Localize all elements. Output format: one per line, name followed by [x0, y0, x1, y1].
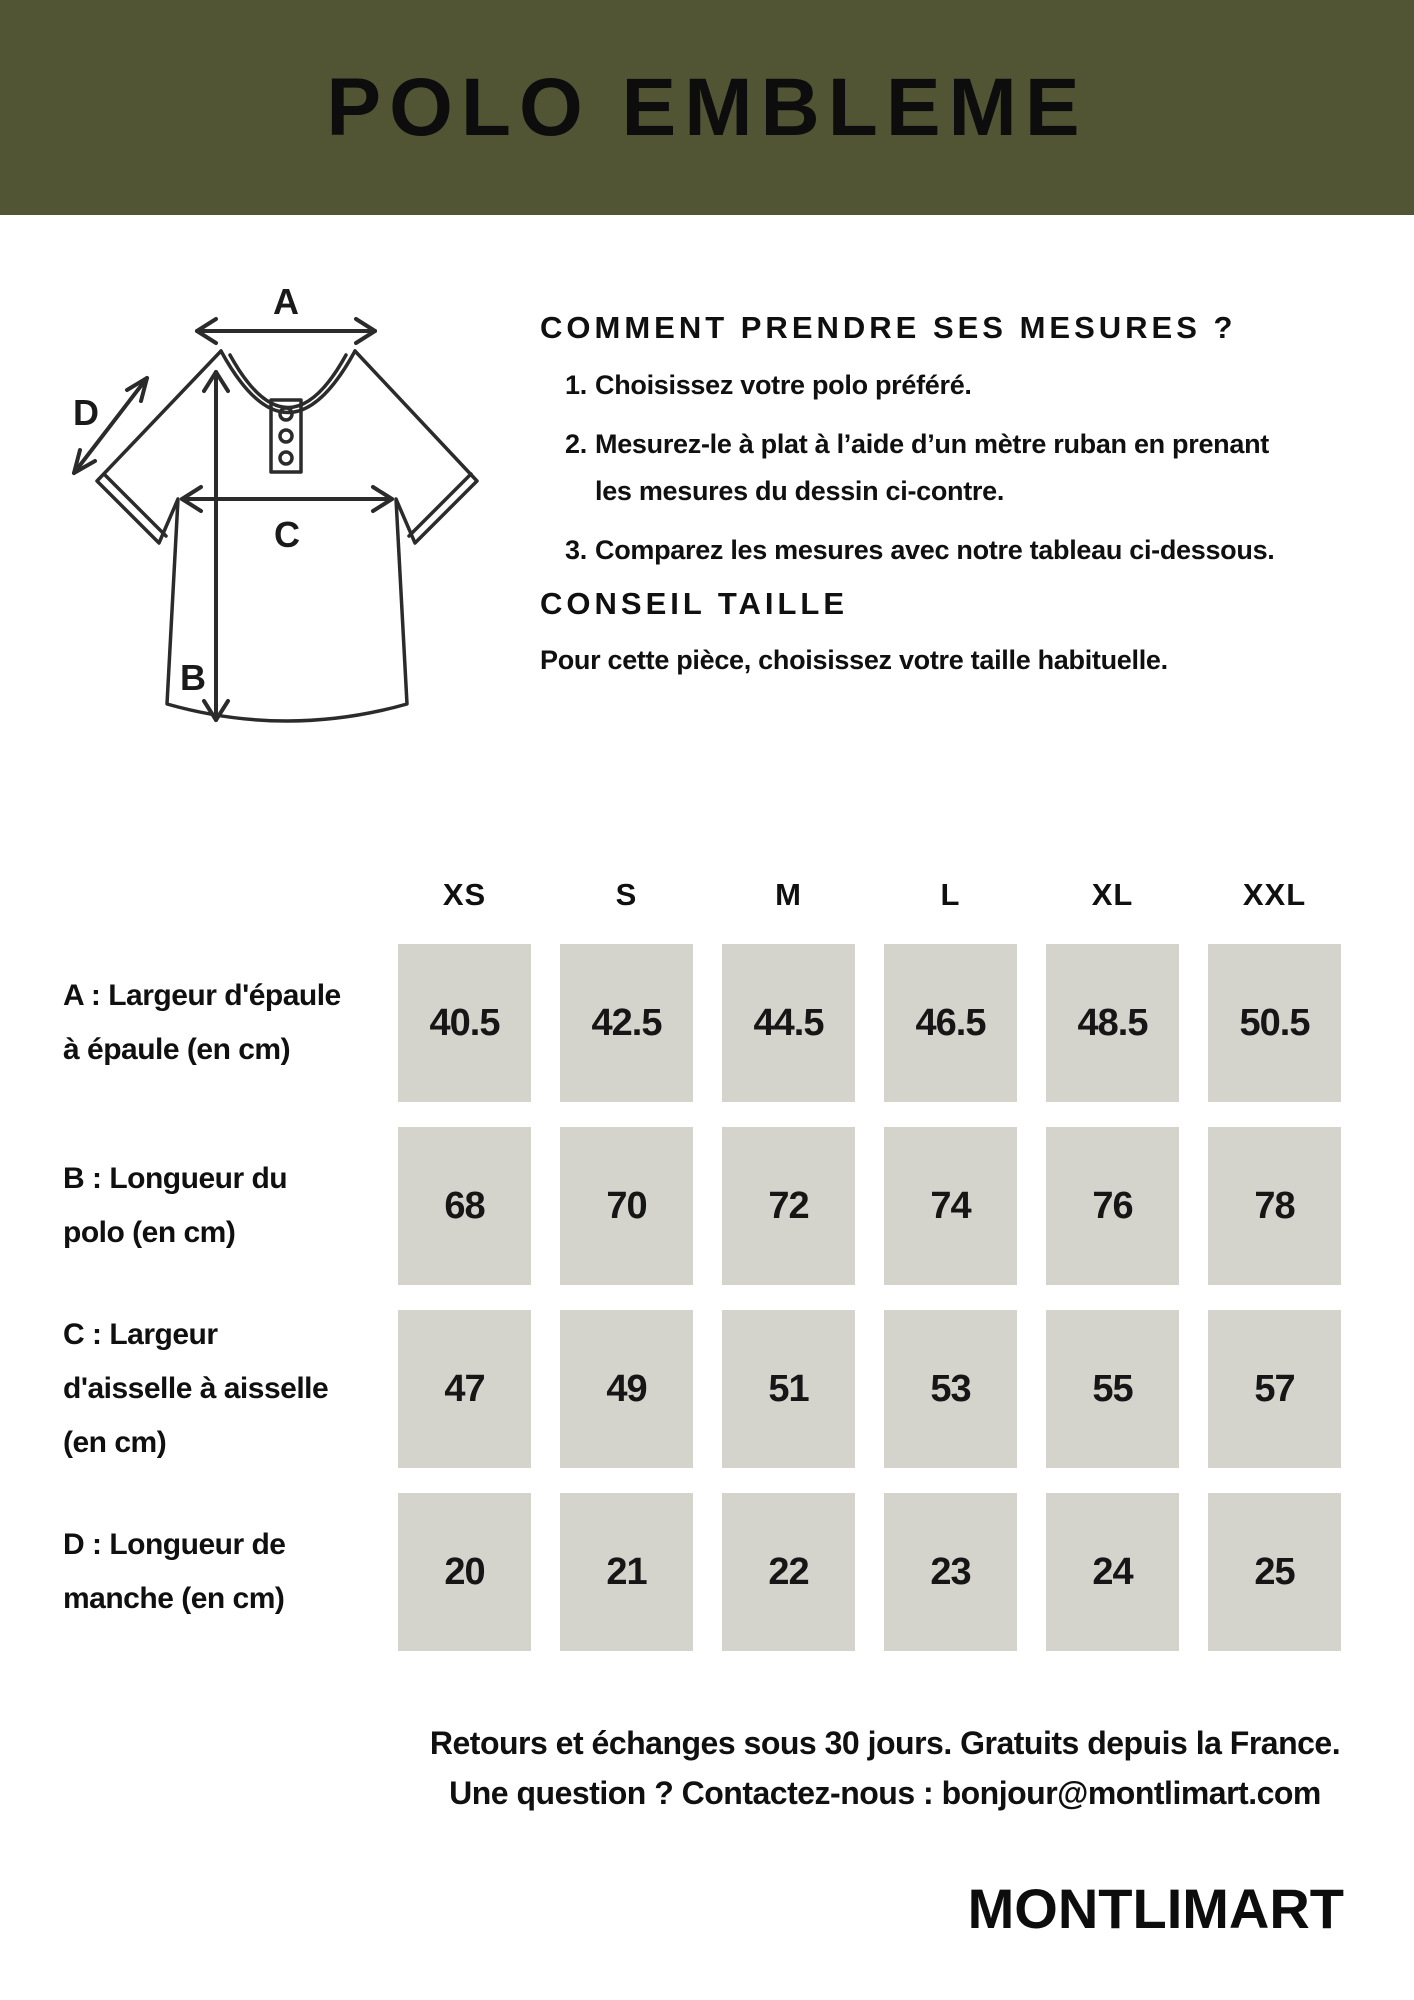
- table-cell: 42.5: [560, 944, 693, 1102]
- diagram-label-c: C: [274, 514, 300, 555]
- list-item-number: 3.: [565, 535, 587, 565]
- size-column-header-s: S: [615, 877, 638, 912]
- size-column-header-l: L: [940, 877, 961, 912]
- table-cell: 40.5: [398, 944, 531, 1102]
- list-item-text: Choisissez votre polo préféré.: [595, 370, 972, 400]
- row-label-line: C : Largeur: [63, 1318, 218, 1351]
- diagram-label-a: A: [273, 281, 299, 322]
- list-item: [540, 362, 1275, 409]
- row-label-c: [60, 1310, 369, 1468]
- left-cuff-band: [104, 474, 166, 536]
- list-item-number: 2.: [565, 429, 587, 459]
- table-cell: 78: [1208, 1127, 1341, 1285]
- table-cell: 47: [398, 1310, 531, 1468]
- size-column-header-xl: XL: [1091, 877, 1134, 912]
- table-cell: 55: [1046, 1310, 1179, 1468]
- row-label-a: [60, 944, 369, 1102]
- size-column-header-xs: XS: [442, 877, 487, 912]
- list-item-number: 1.: [565, 370, 587, 400]
- table-cell: 22: [722, 1493, 855, 1651]
- row-label-d: [60, 1493, 369, 1651]
- button-icon: [280, 430, 292, 442]
- table-corner: [60, 862, 369, 919]
- list-item: [540, 421, 1275, 515]
- row-label-line: B : Longueur du: [63, 1162, 288, 1195]
- diagram-label-d: D: [73, 392, 99, 433]
- contact-text: Une question ? Contactez-nous : bonjour@montlimart.com: [449, 1775, 1321, 1811]
- row-label-line: manche (en cm): [63, 1582, 285, 1615]
- table-cell: 48.5: [1046, 944, 1179, 1102]
- list-item-text: Mesurez-le à plat à l’aide d’un mètre ruban en prenant les mesures du dessin ci-contre.: [595, 429, 1269, 506]
- footer-lines: [380, 1718, 1390, 1818]
- row-label-line: D : Longueur de: [63, 1528, 286, 1561]
- neckline-outer: [221, 351, 355, 413]
- list-item: [540, 527, 1275, 574]
- table-cell: 23: [884, 1493, 1017, 1651]
- row-label-b: [60, 1127, 369, 1285]
- table-cell: 46.5: [884, 944, 1017, 1102]
- table-cell: 21: [560, 1493, 693, 1651]
- instructions-list: [540, 362, 1275, 574]
- size-table: [60, 862, 1341, 1651]
- instructions-heading: COMMENT PRENDRE SES MESURES ?: [540, 310, 1237, 345]
- table-cell: 53: [884, 1310, 1017, 1468]
- page-title: POLO EMBLEME: [326, 61, 1088, 153]
- header-band: [0, 0, 1414, 215]
- table-cell: 25: [1208, 1493, 1341, 1651]
- table-cell: 49: [560, 1310, 693, 1468]
- list-item-text: Comparez les mesures avec notre tableau ci-dessous.: [595, 535, 1275, 565]
- table-cell: 20: [398, 1493, 531, 1651]
- table-cell: 72: [722, 1127, 855, 1285]
- size-advice-text: Pour cette pièce, choisissez votre taille habituelle.: [540, 645, 1168, 675]
- row-label-line: à épaule (en cm): [63, 1033, 291, 1066]
- table-cell: 57: [1208, 1310, 1341, 1468]
- diagram-label-b: B: [180, 657, 206, 698]
- table-cell: 74: [884, 1127, 1017, 1285]
- row-label-line: polo (en cm): [63, 1216, 236, 1249]
- size-column-header-xxl: XXL: [1242, 877, 1307, 912]
- size-advice-heading: CONSEIL TAILLE: [540, 586, 849, 621]
- table-cell: 76: [1046, 1127, 1179, 1285]
- polo-diagram: [40, 222, 490, 762]
- table-cell: 50.5: [1208, 944, 1341, 1102]
- returns-text: Retours et échanges sous 30 jours. Gratuits depuis la France.: [429, 1725, 1341, 1761]
- size-column-header-m: M: [775, 877, 802, 912]
- row-label-line: A : Largeur d'épaule: [63, 979, 341, 1012]
- right-cuff-band: [409, 474, 471, 536]
- table-cell: 24: [1046, 1493, 1179, 1651]
- table-cell: 70: [560, 1127, 693, 1285]
- button-icon: [280, 452, 292, 464]
- brand-logo: MONTLIMART: [967, 1877, 1344, 1940]
- row-label-line: d'aisselle à aisselle: [63, 1372, 329, 1405]
- table-cell: 51: [722, 1310, 855, 1468]
- instructions-section: [540, 310, 1275, 680]
- row-label-line: (en cm): [63, 1426, 167, 1459]
- table-cell: 44.5: [722, 944, 855, 1102]
- table-cell: 68: [398, 1127, 531, 1285]
